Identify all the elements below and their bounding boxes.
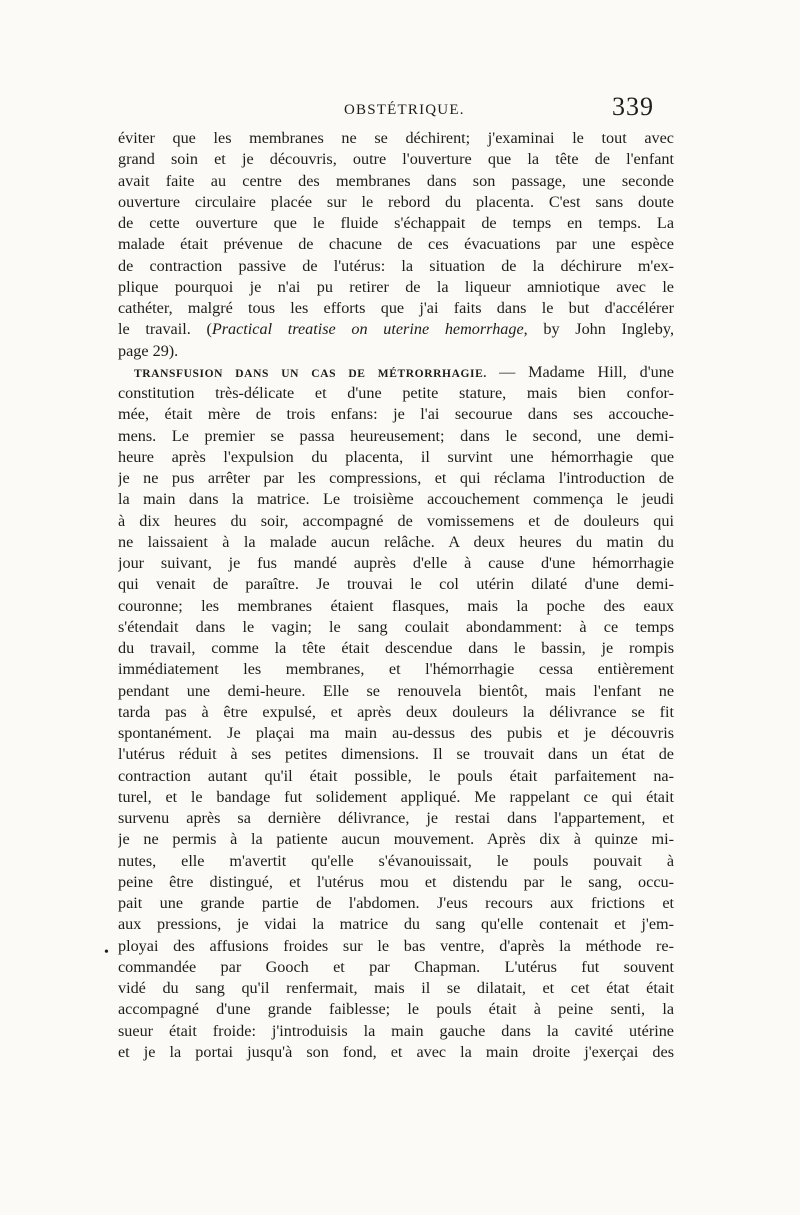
section-heading: TRANSFUSION DANS UN CAS DE MÉTRORRHAGIE. <box>134 367 500 380</box>
text-line: constitution très-délicate et d'une petite stature, mais bien confor- <box>118 384 674 402</box>
text-line: peine être distingué, et l'utérus mou et distendu par le sang, occu- <box>118 872 674 891</box>
text-line: et je la portai jusqu'à son fond, et avec la main droite j'exerçai des <box>118 1042 674 1061</box>
text-line: commandée par Gooch et par Chapman. L'utérus fut souvent <box>118 957 674 976</box>
text-line: ployai des affusions froides sur le bas ventre, d'après la méthode re- <box>118 936 674 955</box>
body-text <box>118 128 674 1063</box>
text-line: mens. Le premier se passa heureusement; dans le second, une demi- <box>118 426 674 445</box>
text-line: malade était prévenue de chacune de ces évacuations par une espèce <box>118 235 674 254</box>
running-title: OBSTÉTRIQUE. <box>344 102 465 118</box>
text-line: de contraction passive de l'utérus: la situation de la déchirure m'ex- <box>118 256 674 275</box>
text-line: heure après l'expulsion du placenta, il survint une hémorrhagie que <box>118 447 674 466</box>
text-line: qui venait de paraître. Je trouvai le col utérin dilaté d'une demi- <box>118 575 674 594</box>
text-line: immédiatement les membranes, et l'hémorrhagie cessa entièrement <box>118 660 674 679</box>
text-line: pait une grande partie de l'abdomen. J'eus recours aux frictions et <box>118 894 674 912</box>
text-line: grand soin et je découvris, outre l'ouverture que la tête de l'enfant <box>118 150 674 169</box>
text-line: je ne pus arrêter par les compressions, et qui réclama l'introduction de <box>118 469 674 487</box>
text-line: accompagné d'une grande faiblesse; le pouls était à peine senti, la <box>118 1000 674 1019</box>
text-line: couronne; les membranes étaient flasques, mais la poche des eaux <box>118 596 674 615</box>
text-line: avait faite au centre des membranes dans son passage, une seconde <box>118 171 674 190</box>
text-line: pendant une demi-heure. Elle se renouvela bientôt, mais l'enfant ne <box>118 681 674 700</box>
text-line: jour suivant, je fus mandé auprès d'elle à cause d'une hémorrhagie <box>118 554 674 572</box>
text-line: cathéter, malgré tous les efforts que j'ai faits dans le but d'accélérer <box>118 299 674 317</box>
text-line: survenu après sa dernière délivrance, je restai dans l'appartement, et <box>118 809 674 827</box>
text-line: nutes, elle m'avertit qu'elle s'évanouissait, le pouls pouvait à <box>118 851 674 870</box>
text-line: tarda pas à être expulsé, et après deux douleurs la délivrance se fit <box>118 702 674 721</box>
text-line: s'étendait dans le vagin; le sang coulait abondamment: à ce temps <box>118 617 674 636</box>
text-line: ouverture circulaire placée sur le rebord du placenta. C'est sans doute <box>118 192 674 211</box>
text-line: la main dans la matrice. Le troisième accouchement commença le jeudi <box>118 490 674 509</box>
text-line: ne laissaient à la malade aucun relâche. A deux heures du matin du <box>118 532 674 551</box>
text-line: je ne permis à la patiente aucun mouvement. Après dix à quinze mi- <box>118 830 674 849</box>
text-line: l'utérus réduit à ses petites dimensions. Il se trouvait dans un état de <box>118 745 674 764</box>
text-line: à dix heures du soir, accompagné de vomissemens et de douleurs qui <box>118 511 674 530</box>
text-line: éviter que les membranes ne se déchirent; j'examinai le tout avec <box>118 129 674 147</box>
text-line: de cette ouverture que le fluide s'échappait de temps en temps. La <box>118 214 674 232</box>
page-header <box>0 92 800 132</box>
text-line: turel, et le bandage fut solidement appliqué. Me rappelant ce qui était <box>118 787 674 806</box>
text-line: vidé du sang qu'il renfermait, mais il se dilatait, et cet état était <box>118 979 674 997</box>
text-line: sueur était froide: j'introduisis la main gauche dans la cavité utérine <box>118 1021 674 1040</box>
text-line: contraction autant qu'il était possible, le pouls était parfaitement na- <box>118 766 674 785</box>
page-number: 339 <box>612 92 654 121</box>
text-line: le travail. (Practical treatise on uterine hemorrhage, by John Ingleby, <box>118 320 674 339</box>
text-line: plique pourquoi je n'ai pu retirer de la liqueur amniotique avec le <box>118 277 674 296</box>
text-line: page 29). <box>118 341 179 360</box>
text-line: mée, était mère de trois enfans: je l'ai secourue dans ses accouche- <box>118 405 674 424</box>
margin-mark: • <box>104 945 109 960</box>
section-heading-line: TRANSFUSION DANS UN CAS DE MÉTRORRHAGIE. — Madame Hill, d'une <box>134 362 674 381</box>
text-line: du travail, comme la tête était descendue dans le bassin, je rompis <box>118 639 674 657</box>
text-line: aux pressions, je vidai la matrice du sang qu'elle contenait et j'em- <box>118 915 674 934</box>
cited-title: Practical treatise on uterine hemorrhage <box>211 320 524 339</box>
text-line: spontanément. Je plaçai ma main au-dessus des pubis et je découvris <box>118 724 674 742</box>
